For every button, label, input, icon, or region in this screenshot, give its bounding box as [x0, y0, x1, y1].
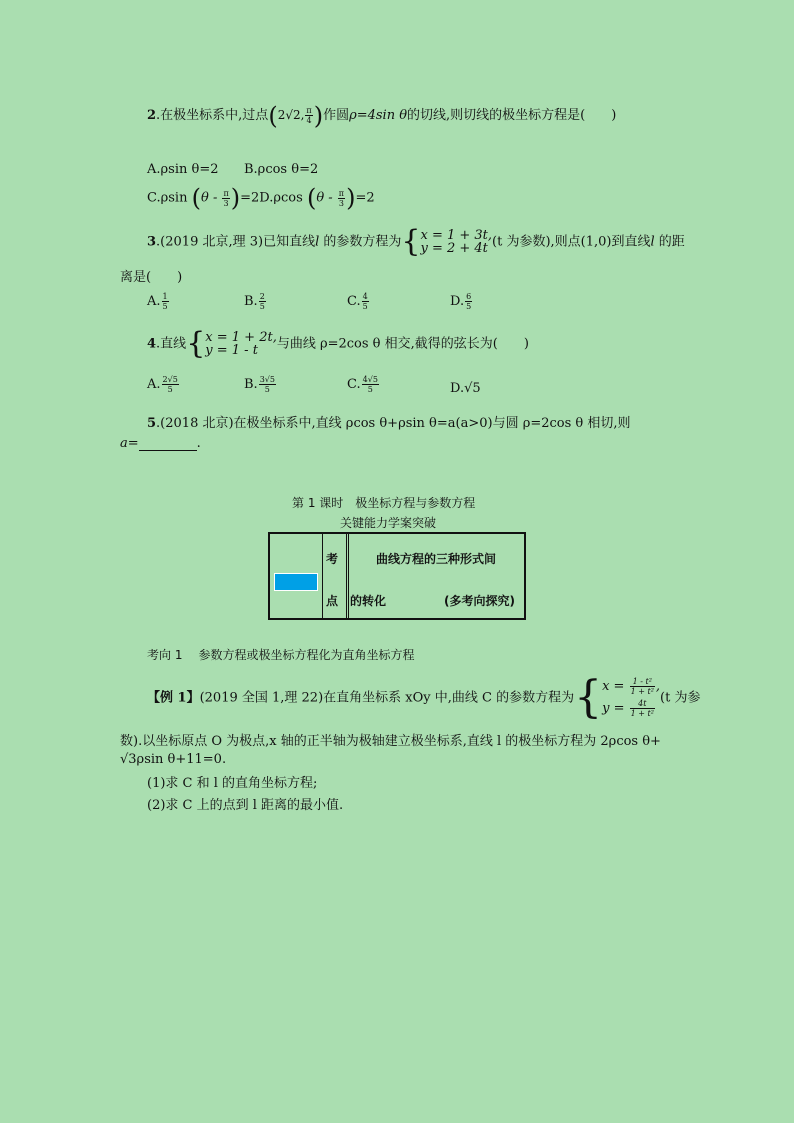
question-number: 5 [147, 416, 157, 431]
option-c: C.ρsin [147, 190, 188, 206]
brace: { [401, 224, 421, 259]
numerator: 4 [362, 292, 368, 301]
example-line-2: 数).以坐标原点 O 为极点,x 轴的正半轴为极轴建立极坐标系,直线 l 的极坐标方程为 2ρcos θ+ [120, 734, 661, 749]
option-a: A.ρsin θ=2 [147, 162, 219, 177]
question-text: 的切线,则切线的极坐标方程是( ) [407, 108, 617, 123]
fraction [630, 677, 655, 696]
topic-table [268, 532, 526, 620]
table-divider [346, 534, 349, 618]
direction-heading [147, 646, 414, 663]
question-3 [147, 224, 685, 259]
option-b: B.ρcos θ=2 [244, 162, 319, 177]
denominator: 5 [259, 302, 265, 311]
question-text: .(2018 北京)在极坐标系中,直线 ρcos θ+ρsin θ=a(a>0)与圆 ρ=2cos θ 相切,则 [156, 416, 631, 431]
question-number: 4 [147, 336, 157, 352]
option-label: B. [244, 294, 258, 309]
option-label: D. [450, 294, 465, 309]
numerator: 2√5 [162, 375, 178, 384]
fraction: $\frac{\pi}{3}$ [223, 188, 229, 208]
q3-option-b [244, 292, 267, 311]
line-l: l [315, 234, 320, 250]
answer-blank[interactable] [139, 438, 197, 451]
numerator: 4t [630, 699, 655, 709]
numerator: 1 [162, 292, 168, 301]
example-tag: 【例 1】 [147, 690, 200, 706]
circle-equation: ρ=4sin θ [349, 108, 408, 123]
question-text: 与曲线 ρ=2cos θ 相交,截得的弦长为( ) [276, 336, 529, 352]
example-text: (2019 全国 1,理 22)在直角坐标系 xOy 中,曲线 C 的参数方程为 [199, 690, 575, 706]
fraction: $\frac{\pi}{3}$ [338, 188, 345, 208]
answer-variable: a= [120, 436, 139, 451]
question-text: 作圆 [323, 108, 350, 123]
highlight-box[interactable] [274, 573, 318, 591]
numerator: 2 [259, 292, 265, 301]
q3-option-c [347, 292, 370, 311]
paren-open: ( [191, 184, 201, 212]
denominator: 5 [466, 302, 472, 311]
q4-option-d: D.√5 [450, 381, 481, 396]
fraction [630, 699, 655, 718]
option-c-tail: =2 [240, 190, 260, 206]
question-text: .(2019 北京,理 3)已知直线 [156, 234, 316, 250]
option-d-tail: =2 [355, 190, 375, 206]
fraction [465, 292, 472, 311]
lesson-title: 第 1 课时 极坐标方程与参数方程 [292, 496, 476, 510]
question-4 [147, 326, 529, 361]
example-part-2: (2)求 C 上的点到 l 距离的最小值. [147, 798, 344, 813]
fraction [362, 292, 369, 311]
table-title-bottom-right: (多考向探究) [444, 594, 515, 608]
option-label: C. [347, 377, 361, 392]
table-cell-left [270, 534, 323, 618]
numerator: 3√5 [259, 375, 275, 384]
direction-text: 参数方程或极坐标方程化为直角坐标方程 [198, 648, 415, 662]
numerator: 6 [466, 292, 472, 301]
theta: θ - [316, 190, 337, 206]
table-title-top: 曲线方程的三种形式间 [376, 552, 497, 566]
denominator: 5 [264, 385, 270, 394]
equation-1: x = 1 + 3t, [420, 228, 493, 243]
fraction: $\frac{\pi}{4}$ [306, 106, 312, 125]
table-cell-kaodian [322, 534, 347, 618]
fraction [162, 292, 169, 311]
q3-option-a [147, 292, 170, 311]
direction-label: 考向 1 [147, 648, 183, 662]
option-label: C. [347, 294, 361, 309]
x-equation: x = $\frac{\text{1 - t²}}{\text{1 + t²}}$ , [602, 677, 661, 696]
brace: { [186, 326, 206, 361]
numerator: 1 - t² [630, 677, 655, 687]
option-label: B. [244, 377, 258, 392]
denominator: 5 [362, 302, 368, 311]
theta: θ - [200, 190, 222, 206]
brace: { [574, 672, 603, 723]
question-5 [147, 412, 631, 431]
denominator: 5 [367, 385, 373, 394]
q4-option-c [347, 375, 380, 394]
q3-option-d [450, 292, 473, 311]
question-5-line2 [120, 436, 201, 451]
question-text: 的参数方程为 [319, 234, 402, 250]
question-3-line2: 离是( ) [120, 270, 183, 285]
question-text: .在极坐标系中,过点 [156, 108, 269, 123]
fraction [362, 375, 379, 394]
question-2 [147, 101, 617, 130]
dian-char: 点 [326, 594, 339, 608]
question-number: 2 [147, 108, 157, 123]
q4-option-a [147, 375, 180, 394]
example-text: (t 为参 [660, 690, 701, 706]
fraction [259, 375, 276, 394]
option-d: D.ρcos [259, 190, 303, 206]
equation-2: y = 1 - t [205, 343, 258, 358]
kao-char: 考 [326, 552, 339, 566]
point-coordinates: 2√2, $\frac{\pi}{4}$ [277, 106, 312, 125]
option-label: A. [147, 294, 161, 309]
option-label: A. [147, 377, 161, 392]
fraction [259, 292, 266, 311]
denominator: 5 [162, 302, 168, 311]
question-text: .直线 [156, 336, 187, 352]
options-cd [147, 184, 375, 212]
lesson-subtitle: 关键能力学案突破 [340, 516, 437, 530]
parametric-system [602, 676, 660, 720]
denominator: 1 + t² [630, 709, 654, 718]
denominator: 1 + t² [630, 687, 654, 696]
q4-option-b [244, 375, 277, 394]
paren-close: ) [230, 184, 241, 212]
paren-close: ) [313, 101, 324, 130]
denominator: 5 [167, 385, 173, 394]
y-equation: y = $\frac{4t}{\text{1 + t²}}$ [602, 699, 654, 718]
paren-close: ) [346, 184, 356, 212]
example-1 [147, 672, 701, 723]
example-part-1: (1)求 C 和 l 的直角坐标方程; [147, 776, 318, 791]
question-text: 的距 [654, 234, 685, 250]
line-l: l [650, 234, 655, 250]
equation-2: y = 2 + 4t [420, 241, 488, 256]
table-title-bottom-left: 的转化 [350, 594, 387, 608]
paren-open: ( [306, 184, 317, 212]
numerator: 4√5 [362, 375, 378, 384]
question-number: 3 [147, 234, 157, 250]
period: . [196, 436, 201, 451]
parametric-system [205, 331, 277, 357]
fraction [162, 375, 179, 394]
parametric-system [420, 229, 492, 255]
example-line-3: √3ρsin θ+11=0. [120, 752, 227, 767]
equation-1: x = 1 + 2t, [205, 330, 277, 345]
paren-open: ( [268, 101, 278, 130]
question-text: (t 为参数),则点(1,0)到直线 [492, 234, 651, 250]
